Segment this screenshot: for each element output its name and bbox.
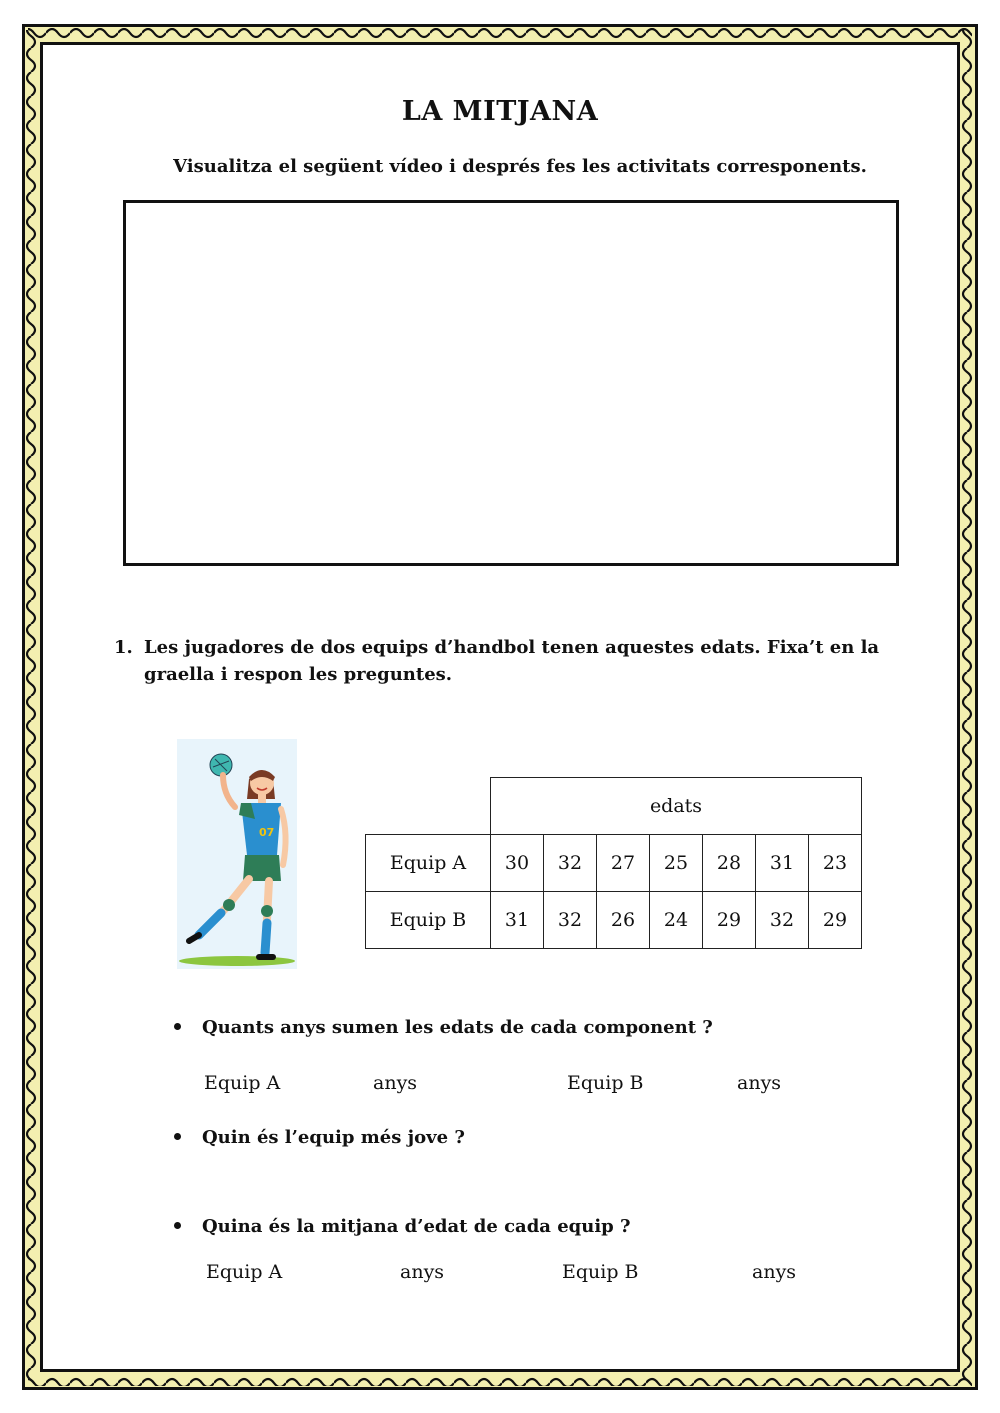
handball-player-illustration: [177, 739, 297, 969]
answer-label-team-b: Equip B: [562, 1261, 639, 1283]
row-label: Equip A: [366, 835, 491, 892]
answer-label-team-a: Equip A: [204, 1072, 281, 1094]
age-cell: 32: [756, 892, 809, 949]
bullet-dot: [174, 1133, 181, 1140]
answer-unit-team-b: anys: [737, 1072, 782, 1094]
table-header-row: [366, 778, 862, 835]
exercise-number: 1.: [114, 637, 133, 658]
question-1: [174, 1017, 713, 1038]
age-cell: 28: [703, 835, 756, 892]
age-cell: 23: [809, 835, 862, 892]
bullet-dot: [174, 1222, 181, 1229]
jersey-number: 07: [259, 826, 275, 839]
question-text: Quina és la mitjana d’edat de cada equip ?: [202, 1216, 631, 1237]
age-cell: 26: [597, 892, 650, 949]
answer-unit-team-a: anys: [400, 1261, 445, 1283]
answer-unit-team-b: anys: [752, 1261, 797, 1283]
question-2: [174, 1127, 465, 1148]
age-cell: 32: [544, 892, 597, 949]
answer-label-team-b: Equip B: [567, 1072, 644, 1094]
age-cell: 24: [650, 892, 703, 949]
age-cell: 27: [597, 835, 650, 892]
exercise-text: Les jugadores de dos equips d’handbol tenen aquestes edats. Fixa’t en la graella i respon les preguntes.: [144, 637, 880, 685]
age-cell: 25: [650, 835, 703, 892]
age-cell: 31: [756, 835, 809, 892]
answer-label-team-a: Equip A: [206, 1261, 283, 1283]
question-text: Quin és l’equip més jove ?: [202, 1127, 465, 1148]
row-label: Equip B: [366, 892, 491, 949]
ages-table: [365, 777, 862, 949]
age-cell: 29: [703, 892, 756, 949]
exercise-1: [114, 634, 914, 688]
table-row: [366, 835, 862, 892]
bullet-dot: [174, 1023, 181, 1030]
video-embed-area[interactable]: [123, 200, 899, 566]
question-3: [174, 1216, 631, 1237]
table-row: [366, 892, 862, 949]
column-header: edats: [491, 778, 862, 835]
question-text: Quants anys sumen les edats de cada component ?: [202, 1017, 713, 1038]
instructions: Visualitza el següent vídeo i després fes les activitats corresponents.: [173, 156, 867, 177]
answer-unit-team-a: anys: [373, 1072, 418, 1094]
age-cell: 30: [491, 835, 544, 892]
page-title: LA MITJANA: [401, 96, 599, 127]
age-cell: 32: [544, 835, 597, 892]
age-cell: 31: [491, 892, 544, 949]
age-cell: 29: [809, 892, 862, 949]
